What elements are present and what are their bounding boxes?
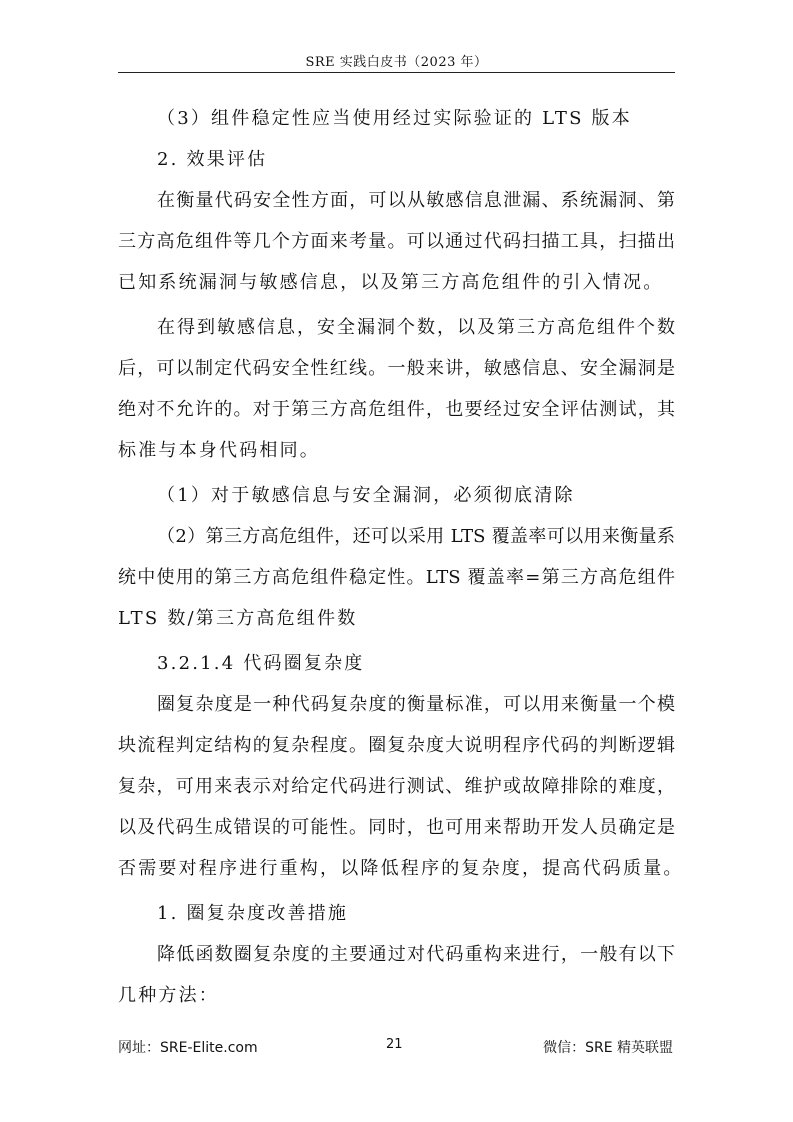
paragraph-line: 统中使用的第三方高危组件稳定性。LTS 覆盖率=第三方高危组件 bbox=[118, 567, 675, 588]
paragraph-line: 已知系统漏洞与敏感信息，以及第三方高危组件的引入情况。 bbox=[118, 272, 664, 293]
text-line-item-2: （2）第三方高危组件，还可以采用 LTS 覆盖率可以用来衡量系 bbox=[157, 526, 675, 547]
paragraph-line: 以及代码生成错误的可能性。同时，也可用来帮助开发人员确定是 bbox=[118, 817, 675, 838]
paragraph-line: 后，可以制定代码安全性红线。一般来讲，敏感信息、安全漏洞是 bbox=[118, 358, 675, 379]
paragraph-line: 否需要对程序进行重构，以降低程序的复杂度，提高代码质量。 bbox=[118, 858, 684, 879]
paragraph-line: 块流程判定结构的复杂程度。圈复杂度大说明程序代码的判断逻辑 bbox=[118, 735, 675, 756]
paragraph-line: 复杂，可用来表示对给定代码进行测试、维护或故障排除的难度， bbox=[118, 776, 675, 797]
paragraph-line: 圈复杂度是一种代码复杂度的衡量标准，可以用来衡量一个模 bbox=[157, 694, 675, 715]
header-divider bbox=[118, 72, 675, 73]
section-heading-effect-evaluation: 2. 效果评估 bbox=[157, 149, 268, 170]
paragraph-line: LTS 数/第三方高危组件数 bbox=[118, 608, 358, 629]
paragraph-line: 三方高危组件等几个方面来考量。可以通过代码扫描工具，扫描出 bbox=[118, 231, 675, 252]
text-line-item-3: （3）组件稳定性应当使用经过实际验证的 LTS 版本 bbox=[157, 108, 632, 129]
paragraph-line: 在衡量代码安全性方面，可以从敏感信息泄漏、系统漏洞、第 bbox=[157, 190, 675, 211]
footer-wechat: 微信：SRE 精英联盟 bbox=[543, 1040, 673, 1056]
paragraph-line: 标准与本身代码相同。 bbox=[118, 440, 320, 461]
footer-website: 网址：SRE-Elite.com bbox=[118, 1040, 258, 1056]
paragraph-line: 绝对不允许的。对于第三方高危组件，也要经过安全评估测试，其 bbox=[118, 399, 675, 420]
section-heading-cyclomatic-complexity: 3.2.1.4 代码圈复杂度 bbox=[157, 653, 365, 674]
page-header-title: SRE 实践白皮书（2023 年） bbox=[305, 55, 488, 70]
paragraph-line: 降低函数圈复杂度的主要通过对代码重构来进行，一般有以下 bbox=[157, 944, 675, 965]
paragraph-line: 几种方法： bbox=[118, 985, 219, 1006]
paragraph-line: 在得到敏感信息，安全漏洞个数，以及第三方高危组件个数 bbox=[157, 317, 675, 338]
footer-page-number: 21 bbox=[386, 1037, 403, 1052]
text-line-item-1: （1）对于敏感信息与安全漏洞，必须彻底清除 bbox=[157, 485, 575, 506]
section-heading-improvement-measures: 1. 圈复杂度改善措施 bbox=[157, 903, 349, 924]
